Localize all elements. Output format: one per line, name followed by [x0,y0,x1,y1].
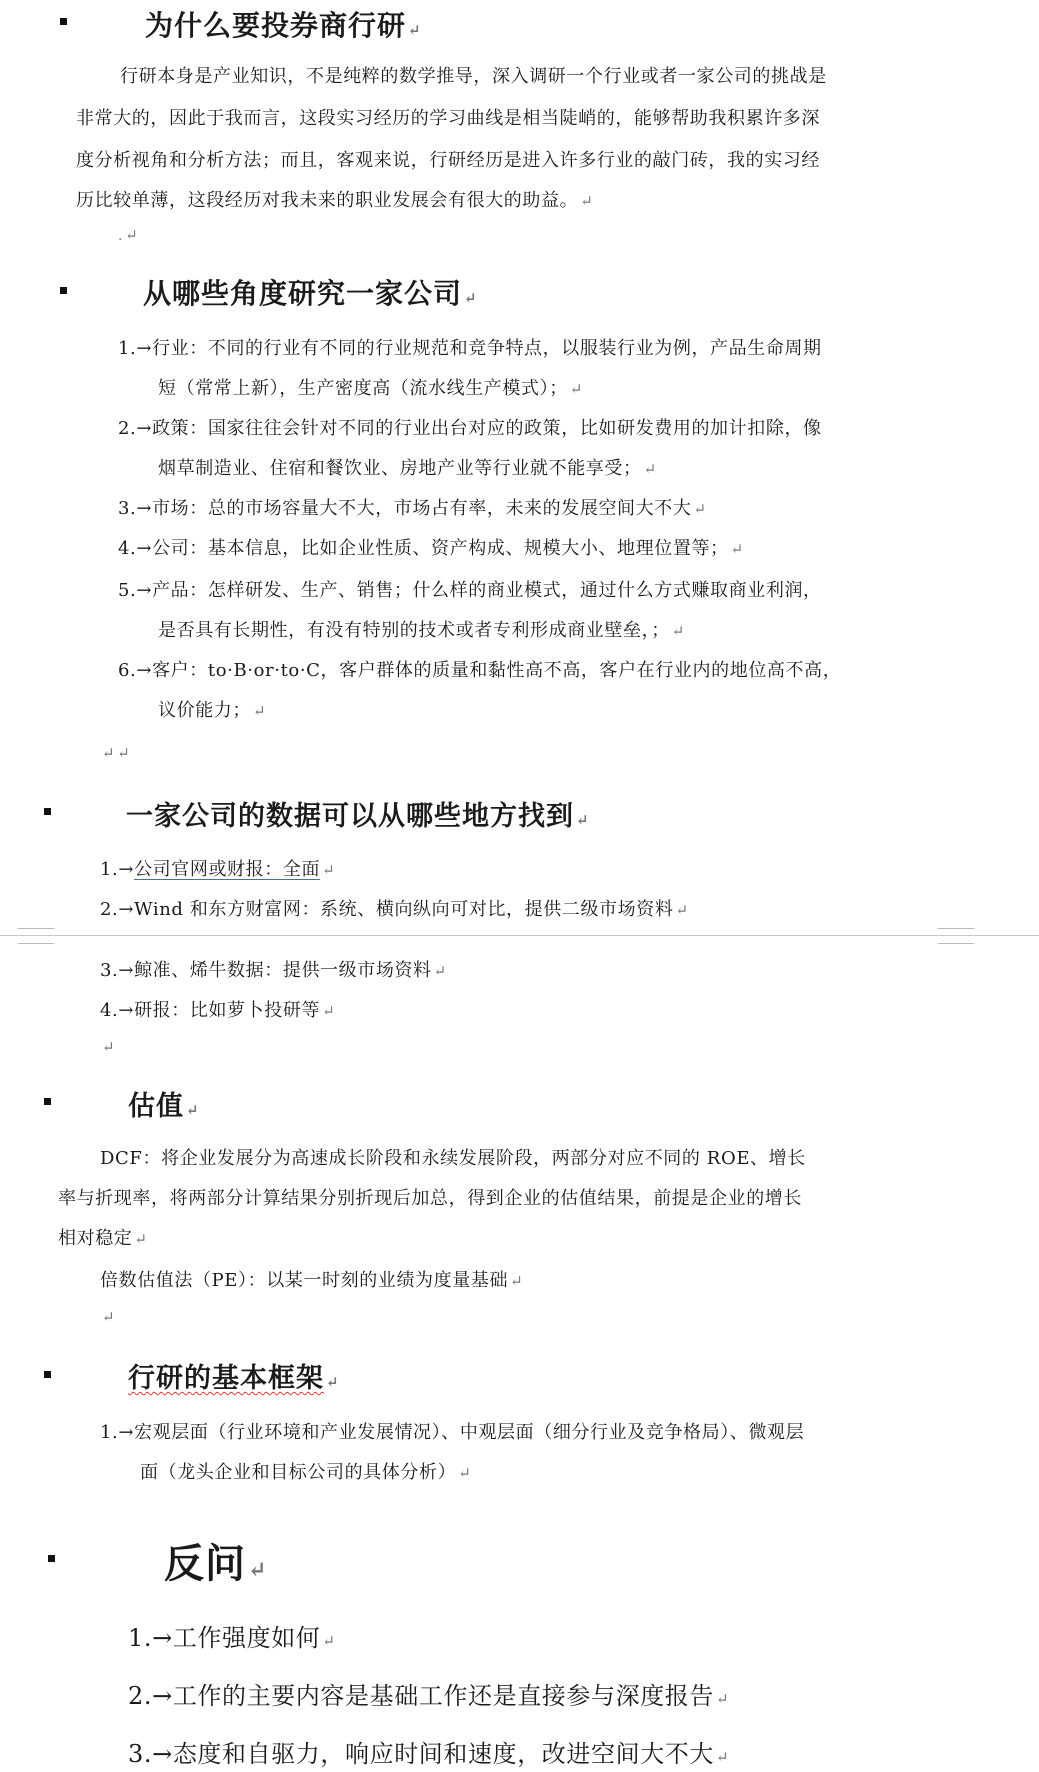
list-item-customer: 6.→客户：to·B·or·to·C，客户群体的质量和黏性高不高，客户在行业内的地位高不高， [118,660,842,681]
empty-paragraph: ↵ ↵ [102,744,131,762]
dcf-line: DCF：将企业发展分为高速成长阶段和永续发展阶段，两部分对应不同的 ROE、增长 [100,1148,806,1169]
list-item-product: 5.→产品：怎样研发、生产、销售；什么样的商业模式，通过什么方式赚取商业利润， [118,580,822,601]
question-item: 2.→工作的主要内容是基础工作还是直接参与深度报告 ↵ [128,1682,730,1710]
list-item-source: 3.→鲸准、烯牛数据：提供一级市场资料 ↵ [100,960,447,981]
list-item-continuation: 短（常常上新），生产密度高（流水线生产模式）； ↵ [158,378,583,399]
paragraph-line: 历比较单薄，这段经历对我未来的职业发展会有很大的助益。 ↵ [76,190,594,211]
list-item-source: 1.→公司官网或财报：全面 ↵ [100,859,336,880]
section-heading-questions: 反问↵ [164,1540,268,1587]
section-heading-valuation: 估值 ↵ [128,1091,200,1122]
list-item-industry: 1.→行业：不同的行业有不同的行业规范和竞争特点，以服装行业为例，产品生命周期 [118,338,822,359]
section-heading-research-angles: 从哪些角度研究一家公司 ↵ [143,277,478,310]
paragraph-line: 度分析视角和分析方法；而且，客观来说，行研经历是进入许多行业的敲门砖，我的实习经 [76,150,820,171]
page-break-divider [0,935,1039,936]
question-item: 1.→工作强度如何 ↵ [128,1624,336,1652]
section-bullet [60,287,67,294]
section-bullet [44,1098,51,1105]
section-bullet [48,1555,55,1562]
section-bullet [44,1371,51,1378]
section-bullet [60,18,67,25]
section-bullet [44,808,51,815]
list-item-market: 3.→市场：总的市场容量大不大，市场占有率，未来的发展空间大不大 ↵ [118,498,707,519]
list-item-continuation: 面（龙头企业和目标公司的具体分析） ↵ [140,1462,472,1483]
question-item: 3.→态度和自驱力，响应时间和速度，改进空间大不大 ↵ [128,1740,730,1768]
empty-paragraph: ↵ [102,1308,116,1326]
section-heading-framework: 行研的基本框架 ↵ [128,1363,340,1394]
dcf-line: 相对稳定 ↵ [58,1228,148,1249]
section-heading-why-research: 为什么要投券商行研 ↵ [145,9,422,42]
list-item-source: 2.→Wind 和东方财富网：系统、横向纵向可对比，提供二级市场资料 ↵ [100,899,689,920]
paragraph-line: 非常大的，因此于我而言，这段实习经历的学习曲线是相当陡峭的，能够帮助我积累许多深 [76,108,820,129]
paragraph-line: 行研本身是产业知识，不是纯粹的数学推导，深入调研一个行业或者一家公司的挑战是 [120,66,827,87]
list-item-framework: 1.→宏观层面（行业环境和产业发展情况）、中观层面（细分行业及竞争格局）、微观层 [100,1422,805,1443]
list-item-policy: 2.→政策：国家往往会针对不同的行业出台对应的政策，比如研发费用的加计扣除，像 [118,418,822,439]
list-item-continuation: 议价能力； ↵ [158,700,267,721]
list-item-source: 4.→研报：比如萝卜投研等 ↵ [100,1000,336,1021]
list-item-company: 4.→公司：基本信息，比如企业性质、资产构成、规模大小、地理位置等； ↵ [118,538,744,559]
list-item-continuation: 烟草制造业、住宿和餐饮业、房地产业等行业就不能享受； ↵ [158,458,657,479]
page-corner-left [18,928,54,944]
pe-line: 倍数估值法（PE）：以某一时刻的业绩为度量基础 ↵ [100,1270,524,1291]
section-heading-data-sources: 一家公司的数据可以从哪些地方找到 ↵ [126,801,590,832]
list-item-continuation: 是否具有长期性，有没有特别的技术或者专利形成商业壁垒，； ↵ [158,620,685,641]
empty-paragraph: ↵ [102,1038,116,1056]
page-corner-right [938,928,974,944]
dcf-line: 率与折现率，将两部分计算结果分别折现后加总，得到企业的估值结果，前提是企业的增长 [58,1188,802,1209]
stray-mark: . ↵ [118,226,139,244]
